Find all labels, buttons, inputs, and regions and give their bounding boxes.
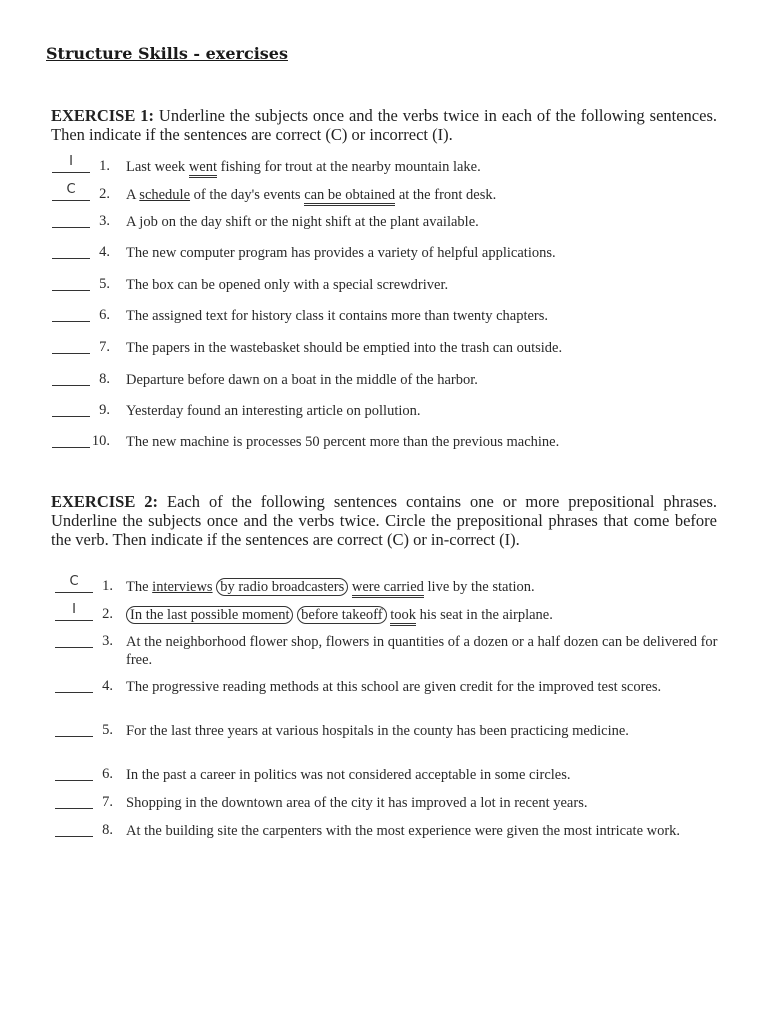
item-sentence: At the building site the carpenters with the most experience were given the most intricate work. (126, 823, 681, 839)
answer-blank[interactable] (55, 678, 93, 693)
item-sentence: For the last three years at various hospitals in the county has been practicing medicine. (126, 723, 629, 739)
answer-blank[interactable] (52, 276, 90, 291)
answer-blank[interactable] (55, 822, 93, 837)
page-title: Structure Skills - exercises (46, 44, 288, 63)
answer-blank[interactable] (52, 213, 90, 228)
item-number: 1. (99, 158, 110, 174)
answer-blank[interactable] (52, 244, 90, 259)
answer-blank[interactable] (55, 574, 93, 593)
item-number: 9. (99, 402, 110, 418)
item-sentence: The new computer program has provides a variety of helpful applications. (126, 245, 556, 261)
answer-mark: I (69, 154, 73, 169)
item-number: 2. (99, 186, 110, 202)
exercise-2-heading (51, 492, 717, 549)
item-number: 3. (102, 633, 113, 649)
answer-blank[interactable] (55, 794, 93, 809)
answer-blank[interactable] (52, 371, 90, 386)
item-sentence: The new machine is processes 50 percent more than the previous machine. (126, 434, 560, 450)
item-number: 1. (102, 578, 113, 594)
item-sentence: A job on the day shift or the night shift at the plant available. (126, 214, 479, 230)
answer-mark: I (72, 602, 76, 617)
answer-mark: C (66, 182, 76, 197)
item-number: 3. (99, 213, 110, 229)
item-sentence: The box can be opened only with a special screwdriver. (126, 277, 449, 293)
item-sentence: Yesterday found an interesting article on pollution. (126, 403, 421, 419)
item-number: 4. (102, 678, 113, 694)
item-sentence: At the neighborhood flower shop, flowers in quantities of a dozen or a half dozen can be delivered for free. (126, 634, 718, 668)
exercise-1-heading (51, 106, 717, 144)
exercise-2-label: EXERCISE 2: (51, 492, 159, 511)
answer-blank[interactable] (55, 633, 93, 648)
item-sentence: Last week went fishing for trout at the nearby mountain lake. (126, 158, 726, 176)
item-sentence: Departure before dawn on a boat in the middle of the harbor. (126, 372, 478, 388)
answer-blank[interactable] (55, 766, 93, 781)
answer-blank[interactable] (52, 402, 90, 417)
exercise-1-label: EXERCISE 1: (51, 106, 155, 125)
item-sentence: In the last possible moment before takeoff took his seat in the airplane. (126, 606, 726, 624)
item-number: 6. (102, 766, 113, 782)
item-number: 5. (102, 722, 113, 738)
answer-mark: C (69, 574, 79, 589)
answer-blank[interactable] (55, 722, 93, 737)
answer-blank[interactable] (55, 602, 93, 621)
item-sentence: Shopping in the downtown area of the city it has improved a lot in recent years. (126, 795, 588, 811)
item-number: 6. (99, 307, 110, 323)
item-number: 8. (102, 822, 113, 838)
answer-blank[interactable] (52, 154, 90, 173)
answer-blank[interactable] (52, 182, 90, 201)
answer-blank[interactable] (52, 433, 90, 448)
answer-blank[interactable] (52, 307, 90, 322)
item-sentence: A schedule of the day's events can be obtained at the front desk. (126, 186, 726, 204)
item-number: 4. (99, 244, 110, 260)
item-number: 2. (102, 606, 113, 622)
item-number: 8. (99, 371, 110, 387)
item-number: 7. (102, 794, 113, 810)
item-number: 10. (91, 433, 110, 449)
item-sentence: The progressive reading methods at this school are given credit for the improved test scores. (126, 679, 662, 695)
item-sentence: The papers in the wastebasket should be emptied into the trash can outside. (126, 340, 563, 356)
item-sentence: The assigned text for history class it contains more than twenty chapters. (126, 308, 549, 324)
exercise-1-instruction: Underline the subjects once and the verbs twice in each of the following sentences. Then indicate if the sentences are correct (C) or incorrect (I). (51, 106, 718, 144)
item-number: 7. (99, 339, 110, 355)
item-number: 5. (99, 276, 110, 292)
answer-blank[interactable] (52, 339, 90, 354)
item-sentence: In the past a career in politics was not considered acceptable in some circles. (126, 767, 571, 783)
exercise-2-instruction: Each of the following sentences contains one or more prepositional phrases. Underline the subjects once and the verbs twice. Circle the prepositional phrases that come before the verb. Then indicate if the sentences are correct (C) or in-correct (I). (51, 492, 717, 549)
item-sentence: The interviews by radio broadcasters were carried live by the station. (126, 578, 726, 596)
